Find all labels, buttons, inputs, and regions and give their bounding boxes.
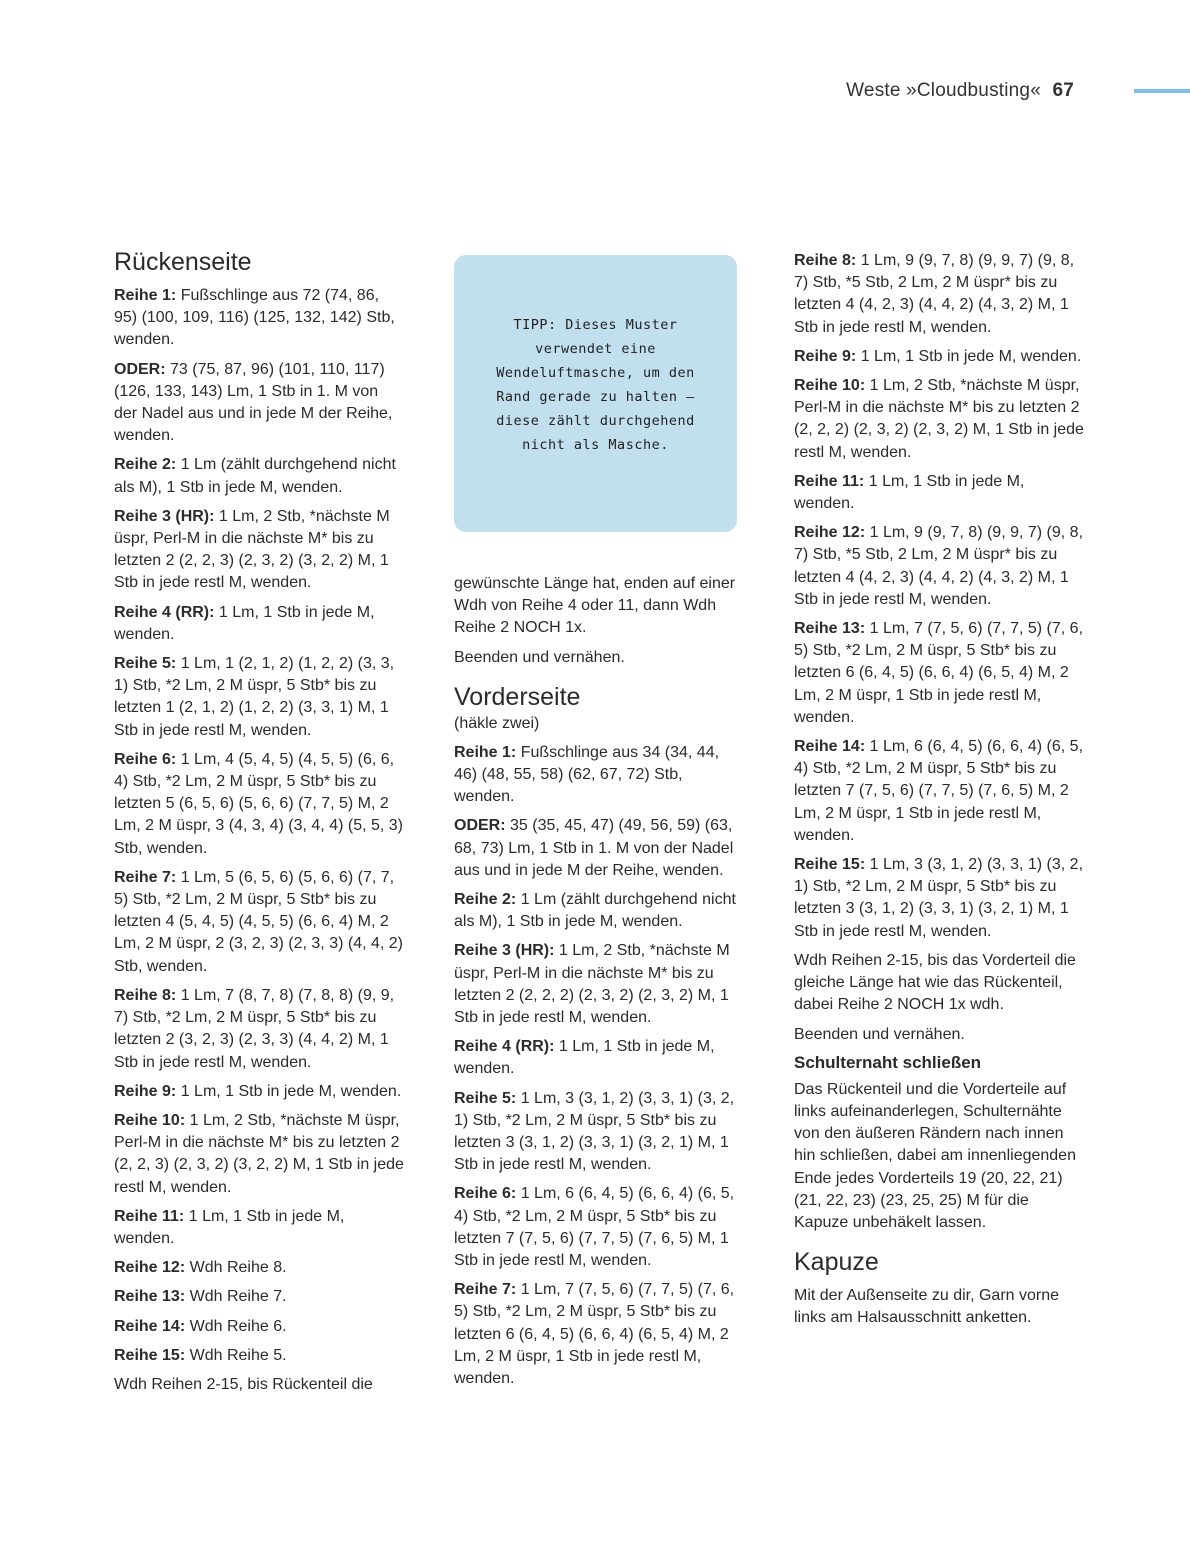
row-text: 1 Lm (zählt durchgehend nicht als M), 1 Stb in jede M, wenden. [114, 456, 396, 496]
instruction-paragraph [114, 1374, 404, 1396]
instruction-paragraph [454, 573, 744, 640]
row-label: Reihe 15: [794, 856, 866, 874]
row-text: 1 Lm, 1 Stb in jede M, wenden. [114, 603, 375, 643]
row-text: 1 Lm, 2 Stb, *nächste M üspr, Perl-M in die nächste M* bis zu letzten 2 (2, 2, 3) (2, 3, 2) (3, 2, 2) M, 1 Stb in jede restl M, wenden. [114, 1111, 404, 1196]
row-text: 35 (35, 45, 47) (49, 56, 59) (63, 68, 73) Lm, 1 Stb in 1. M von der Nadel aus und in jede M der Reihe, wenden. [454, 817, 734, 879]
instruction-paragraph [114, 985, 404, 1074]
section-heading-rueckenseite: Rückenseite [114, 248, 252, 276]
instruction-paragraph [114, 749, 404, 860]
instructions-continued [454, 573, 744, 669]
accent-bar [1134, 89, 1190, 93]
row-text: Fußschlinge aus 72 (74, 86, 95) (100, 109, 116) (125, 132, 142) Stb, wenden. [114, 287, 395, 349]
instruction-paragraph [454, 742, 744, 809]
instruction-paragraph [794, 618, 1084, 729]
row-text: 1 Lm, 1 Stb in jede M, wenden. [454, 1038, 715, 1078]
instruction-paragraph [454, 1036, 744, 1080]
tip-box [454, 255, 737, 532]
row-text: 1 Lm, 1 (2, 1, 2) (1, 2, 2) (3, 3, 1) Stb, *2 Lm, 2 M üspr, 5 Stb* bis zu letzten 1 (2, 1, 2) (1, 2, 2) (3, 3, 1) M, 1 Stb in jede restl M, wenden. [114, 655, 395, 739]
instruction-paragraph [454, 1088, 744, 1177]
section-note: (häkle zwei) [454, 714, 540, 732]
row-text: Fußschlinge aus 34 (34, 44, 46) (48, 55, 58) (62, 67, 72) Stb, wenden. [454, 743, 720, 806]
row-text: 1 Lm, 1 Stb in jede M, wenden. [114, 1207, 345, 1247]
instruction-paragraph [114, 867, 404, 978]
row-label: ODER: [454, 817, 506, 835]
row-text: 1 Lm, 9 (9, 7, 8) (9, 9, 7) (9, 8, 7) Stb, *5 Stb, 2 Lm, 2 M üspr* bis zu letzten 4 (4, 2, 3) (4, 4, 2) (4, 3, 2) M, 1 Stb in jede restl M, wenden. [794, 252, 1075, 336]
row-label: Reihe 2: [114, 456, 177, 474]
row-text: 1 Lm (zählt durchgehend nicht als M), 1 Stb in jede M, wenden. [454, 891, 736, 931]
section-heading-vorderseite: Vorderseite [454, 682, 581, 711]
row-label: Reihe 10: [114, 1111, 186, 1129]
row-text: 1 Lm, 2 Stb, *nächste M üspr, Perl-M in die nächste M* bis zu letzten 2 (2, 2, 2) (2, 3, 2) (2, 3, 2) M, 1 Stb in jede restl M, wenden. [794, 377, 1084, 461]
instruction-paragraph [794, 375, 1084, 464]
row-text: Beenden und vernähen. [454, 648, 625, 666]
instruction-paragraph [114, 506, 404, 595]
instruction-paragraph [794, 250, 1084, 339]
row-text: 1 Lm, 6 (6, 4, 5) (6, 6, 4) (6, 5, 4) Stb, *2 Lm, 2 M üspr, 5 Stb* bis zu letzten 7 (7, 5, 6) (7, 7, 5) (7, 6, 5) M, 1 Stb in jede restl M, wenden. [454, 1185, 735, 1270]
instruction-paragraph [454, 940, 744, 1029]
instruction-paragraph [114, 1081, 404, 1103]
row-label: Reihe 1: [114, 287, 177, 304]
section-heading-kapuze: Kapuze [794, 1248, 879, 1277]
row-text: 1 Lm, 2 Stb, *nächste M üspr, Perl-M in die nächste M* bis zu letzten 2 (2, 2, 2) (2, 3, 2) (2, 3, 2) M, 1 Stb in jede restl M, wenden. [454, 942, 730, 1027]
tip-text: TIPP: Dieses Muster verwendet eine Wendeluftmasche, um den Rand gerade zu halten – diese zählt durchgehend nicht als Masche. [496, 317, 695, 453]
row-text: 1 Lm, 3 (3, 1, 2) (3, 3, 1) (3, 2, 1) Stb, *2 Lm, 2 M üspr, 5 Stb* bis zu letzten 3 (3, 1, 2) (3, 3, 1) (3, 2, 1) M, 1 Stb in jede restl M, wenden. [454, 1089, 735, 1174]
row-label: Reihe 9: [114, 1082, 177, 1100]
instructions-vorderseite-continued [794, 250, 1084, 1046]
instruction-paragraph [454, 815, 744, 882]
running-head-title: Weste »Cloudbusting« [846, 80, 1041, 101]
instruction-paragraph [114, 359, 404, 448]
row-text: Wdh Reihe 7. [189, 1288, 287, 1306]
page-number: 67 [1052, 80, 1074, 101]
row-label: Reihe 3 (HR): [454, 942, 555, 960]
row-label: Reihe 8: [114, 986, 177, 1004]
row-label: Reihe 12: [794, 524, 866, 542]
paragraph-kapuze: Mit der Außenseite zu dir, Garn vorne links am Halsausschnitt anketten. [794, 1287, 1060, 1327]
subheading-schulternaht: Schulternaht schließen [794, 1052, 982, 1072]
instruction-paragraph [114, 1257, 404, 1279]
instruction-paragraph [454, 1279, 744, 1390]
instruction-paragraph [794, 1024, 1084, 1046]
row-text: 1 Lm, 6 (6, 4, 5) (6, 6, 4) (6, 5, 4) Stb, *2 Lm, 2 M üspr, 5 Stb* bis zu letzten 7 (7, 5, 6) (7, 7, 5) (7, 6, 5) M, 2 Lm, 2 M üspr, 1 Stb in jede restl M, wenden. [794, 738, 1084, 844]
row-label: Reihe 15: [114, 1346, 186, 1364]
row-label: Reihe 11: [114, 1207, 185, 1225]
row-text: Wdh Reihe 6. [189, 1317, 287, 1335]
row-label: Reihe 2: [454, 891, 517, 909]
instruction-paragraph [794, 736, 1084, 847]
instruction-paragraph [454, 647, 744, 669]
instructions-vorderseite [454, 742, 744, 1390]
row-label: ODER: [114, 360, 166, 378]
instruction-paragraph [114, 602, 404, 646]
row-label: Reihe 6: [114, 750, 177, 768]
row-text: Wdh Reihe 8. [189, 1259, 287, 1277]
instruction-paragraph [114, 1110, 404, 1199]
row-label: Reihe 10: [794, 377, 866, 395]
instructions-rueckenseite [114, 285, 404, 1396]
row-text: Beenden und vernähen. [794, 1025, 965, 1043]
row-label: Reihe 5: [454, 1089, 517, 1107]
row-label: Reihe 5: [114, 655, 177, 673]
row-label: Reihe 4 (RR): [454, 1038, 555, 1056]
row-label: Reihe 4 (RR): [114, 603, 215, 621]
row-text: Wdh Reihe 5. [189, 1346, 287, 1364]
row-label: Reihe 1: [454, 743, 517, 761]
row-text: 1 Lm, 3 (3, 1, 2) (3, 3, 1) (3, 2, 1) Stb, *2 Lm, 2 M üspr, 5 Stb* bis zu letzten 3 (3, 1, 2) (3, 3, 1) (3, 2, 1) M, 1 Stb in jede restl M, wenden. [794, 856, 1084, 940]
row-text: 1 Lm, 7 (8, 7, 8) (7, 8, 8) (9, 9, 7) Stb, *2 Lm, 2 M üspr, 5 Stb* bis zu letzten 2 (3, 2, 3) (2, 3, 3) (4, 4, 2) M, 1 Stb in jede restl M, wenden. [114, 986, 395, 1071]
row-label: Reihe 13: [114, 1288, 186, 1306]
instruction-paragraph [114, 1316, 404, 1338]
row-text: 1 Lm, 9 (9, 7, 8) (9, 9, 7) (9, 8, 7) Stb, *5 Stb, 2 Lm, 2 M üspr* bis zu letzten 4 (4, 2, 3) (4, 4, 2) (4, 3, 2) M, 1 Stb in jede restl M, wenden. [794, 524, 1084, 608]
column-1 [114, 248, 404, 1403]
row-text: gewünschte Länge hat, enden auf einer Wdh von Reihe 4 oder 11, dann Wdh Reihe 2 NOCH 1x. [454, 575, 736, 637]
row-label: Reihe 3 (HR): [114, 507, 215, 525]
column-3 [794, 250, 1084, 1337]
row-label: Reihe 14: [114, 1317, 186, 1335]
row-label: Reihe 8: [794, 252, 857, 269]
row-text: 1 Lm, 2 Stb, *nächste M üspr, Perl-M in die nächste M* bis zu letzten 2 (2, 2, 3) (2, 3, 2) (3, 2, 2) M, 1 Stb in jede restl M, wenden. [114, 507, 390, 592]
column-2 [454, 573, 744, 1397]
row-text: 1 Lm, 5 (6, 5, 6) (5, 6, 6) (7, 7, 5) Stb, *2 Lm, 2 M üspr, 5 Stb* bis zu letzten 4 (5, 4, 5) (4, 5, 5) (6, 6, 4) M, 2 Lm, 2 M üspr, 2 (3, 2, 3) (2, 3, 3) (4, 4, 2) Stb, wenden. [114, 868, 403, 975]
row-text: 1 Lm, 1 Stb in jede M, wenden. [180, 1082, 402, 1100]
row-label: Reihe 12: [114, 1259, 186, 1277]
instruction-paragraph [454, 889, 744, 933]
row-label: Reihe 7: [454, 1281, 517, 1299]
instruction-paragraph [794, 854, 1084, 943]
instruction-paragraph [794, 950, 1084, 1017]
row-label: Reihe 9: [794, 347, 857, 365]
row-label: Reihe 6: [454, 1185, 517, 1203]
instruction-paragraph [794, 346, 1084, 368]
instruction-paragraph [114, 1206, 404, 1250]
instruction-paragraph [114, 285, 404, 352]
running-head [846, 80, 1074, 102]
instruction-paragraph [454, 1183, 744, 1272]
instruction-paragraph [114, 1286, 404, 1308]
row-label: Reihe 7: [114, 868, 177, 886]
row-text: 1 Lm, 1 Stb in jede M, wenden. [860, 347, 1082, 365]
instruction-paragraph [794, 471, 1084, 515]
row-text: 1 Lm, 7 (7, 5, 6) (7, 7, 5) (7, 6, 5) Stb, *2 Lm, 2 M üspr, 5 Stb* bis zu letzten 6 (6, 4, 5) (6, 6, 4) (6, 5, 4) M, 2 Lm, 2 M üspr, 1 Stb in jede restl M, wenden. [454, 1281, 735, 1388]
row-text: Wdh Reihen 2-15, bis das Vorderteil die gleiche Länge hat wie das Rückenteil, dabei Reihe 2 NOCH 1x wdh. [794, 951, 1076, 1014]
row-text: 73 (75, 87, 96) (101, 110, 117) (126, 133, 143) Lm, 1 Stb in 1. M von der Nadel aus und in jede M der Reihe, wenden. [114, 360, 393, 445]
instruction-paragraph [114, 1345, 404, 1367]
row-label: Reihe 11: [794, 472, 865, 490]
instruction-paragraph [114, 454, 404, 498]
instruction-paragraph [794, 522, 1084, 611]
paragraph-schulternaht: Das Rückenteil und die Vorderteile auf links aufeinanderlegen, Schulternähte von den äußeren Rändern nach innen hin schließen, dabei am innenliegenden Ende jedes Vorderteils 19 (20, 22, 21) (21, 22, 23) (23, 25, 25) M für die Kapuze unbehäkelt lassen. [794, 1080, 1076, 1231]
row-label: Reihe 13: [794, 620, 866, 638]
row-label: Reihe 14: [794, 738, 866, 756]
instruction-paragraph [114, 653, 404, 742]
row-text: 1 Lm, 7 (7, 5, 6) (7, 7, 5) (7, 6, 5) Stb, *2 Lm, 2 M üspr, 5 Stb* bis zu letzten 6 (6, 4, 5) (6, 6, 4) (6, 5, 4) M, 2 Lm, 2 M üspr, 1 Stb in jede restl M, wenden. [794, 620, 1084, 726]
row-text: 1 Lm, 4 (5, 4, 5) (4, 5, 5) (6, 6, 4) Stb, *2 Lm, 2 M üspr, 5 Stb* bis zu letzten 5 (6, 5, 6) (5, 6, 6) (7, 7, 5) M, 2 Lm, 2 M üspr, 3 (4, 3, 4) (3, 4, 4) (5, 5, 3) Stb, wenden. [114, 750, 403, 857]
row-text: 1 Lm, 1 Stb in jede M, wenden. [794, 472, 1025, 513]
row-text: Wdh Reihen 2-15, bis Rückenteil die [114, 1375, 373, 1393]
